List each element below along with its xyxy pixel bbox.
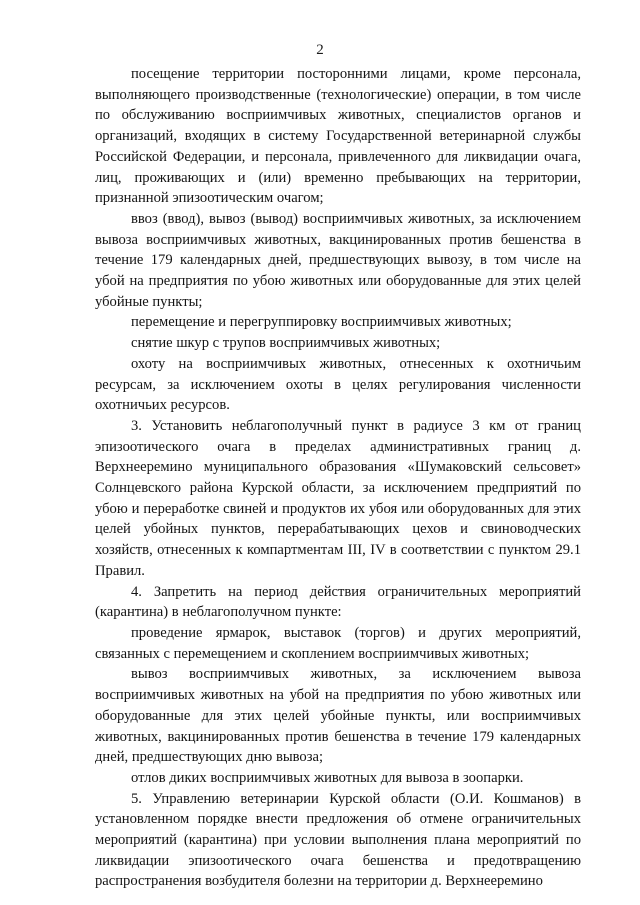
paragraph-hunting-ban: охоту на восприимчивых животных, отнесенных к охотничьим ресурсам, за исключением охоты в целях регулирования численности охотничьих ресурсов. xyxy=(95,355,581,414)
paragraph-export-ban: вывоз восприимчивых животных, за исключением вывоза восприимчивых животных на убой на предприятия по убою животных или оборудованные для этих целей убойные пункты, или восприимчивых животных, вакцинированных против бешенства в течение 179 календарных дней, предшествующих дню вывоза; xyxy=(95,666,581,766)
paragraph-fairs-ban: проведение ярмарок, выставок (торгов) и других мероприятий, связанных с перемещением и скоплением восприимчивых животных; xyxy=(95,624,581,662)
paragraph-item-3-unfavorable-point: 3. Установить неблагополучный пункт в радиусе 3 км от границ эпизоотического очага в пределах административных границ д. Верхнееремино муниципального образования «Шумаковский сельсовет» Солнцевского района Курской области, за исключением предприятий по убою и переработке свиней и продуктов их убоя или оборудованных для этих целей убойных пунктов, перерабатывающих цехов и свиноводческих хозяйств, отнесенных к компартментам III, IV в соответствии с пунктом 29.1 Правил. xyxy=(95,417,581,579)
paragraph-item-5-veterinary-administration: 5. Управлению ветеринарии Курской области (О.И. Кошманов) в установленном порядке внести предложения об отмене ограничительных мероприятий (карантина) при условии выполнения плана мероприятий по ликвидации эпизоотического очага бешенства и предотвращению распространения возбудителя болезни на территории д. Верхнееремино xyxy=(95,790,581,890)
document-body xyxy=(95,64,581,892)
paragraph-regrouping-ban: перемещение и перегруппировку восприимчивых животных; xyxy=(131,314,512,331)
paragraph-visitor-access-ban: посещение территории посторонними лицами, кроме персонала, выполняющего производственные (технологические) операции, в том числе по обслуживанию восприимчивых животных, специалистов органов и организаций, входящих в систему Государственной ветеринарной службы Российской Федерации, и персонала, привлеченного для ликвидации очага, лиц, проживающих и (или) временно пребывающих на территории, признанной эпизоотическим очагом; xyxy=(95,66,581,207)
paragraph-animal-import-export-ban: ввоз (ввод), вывоз (вывод) восприимчивых животных, за исключением вывоза восприимчивых животных, вакцинированных против бешенства в течение 179 календарных дней, предшествующих вывозу, в том числе на убой на предприятия по убою животных или оборудованные для этих целей убойные пункты; xyxy=(95,210,581,310)
paragraph-wild-animal-capture-ban: отлов диких восприимчивых животных для вывоза в зоопарки. xyxy=(131,769,524,786)
page-number: 2 xyxy=(316,42,324,58)
paragraph-item-4-prohibitions: 4. Запретить на период действия ограничительных мероприятий (карантина) в неблагополучном пункте: xyxy=(95,583,581,621)
paragraph-skinning-ban: снятие шкур с трупов восприимчивых животных; xyxy=(131,335,441,352)
